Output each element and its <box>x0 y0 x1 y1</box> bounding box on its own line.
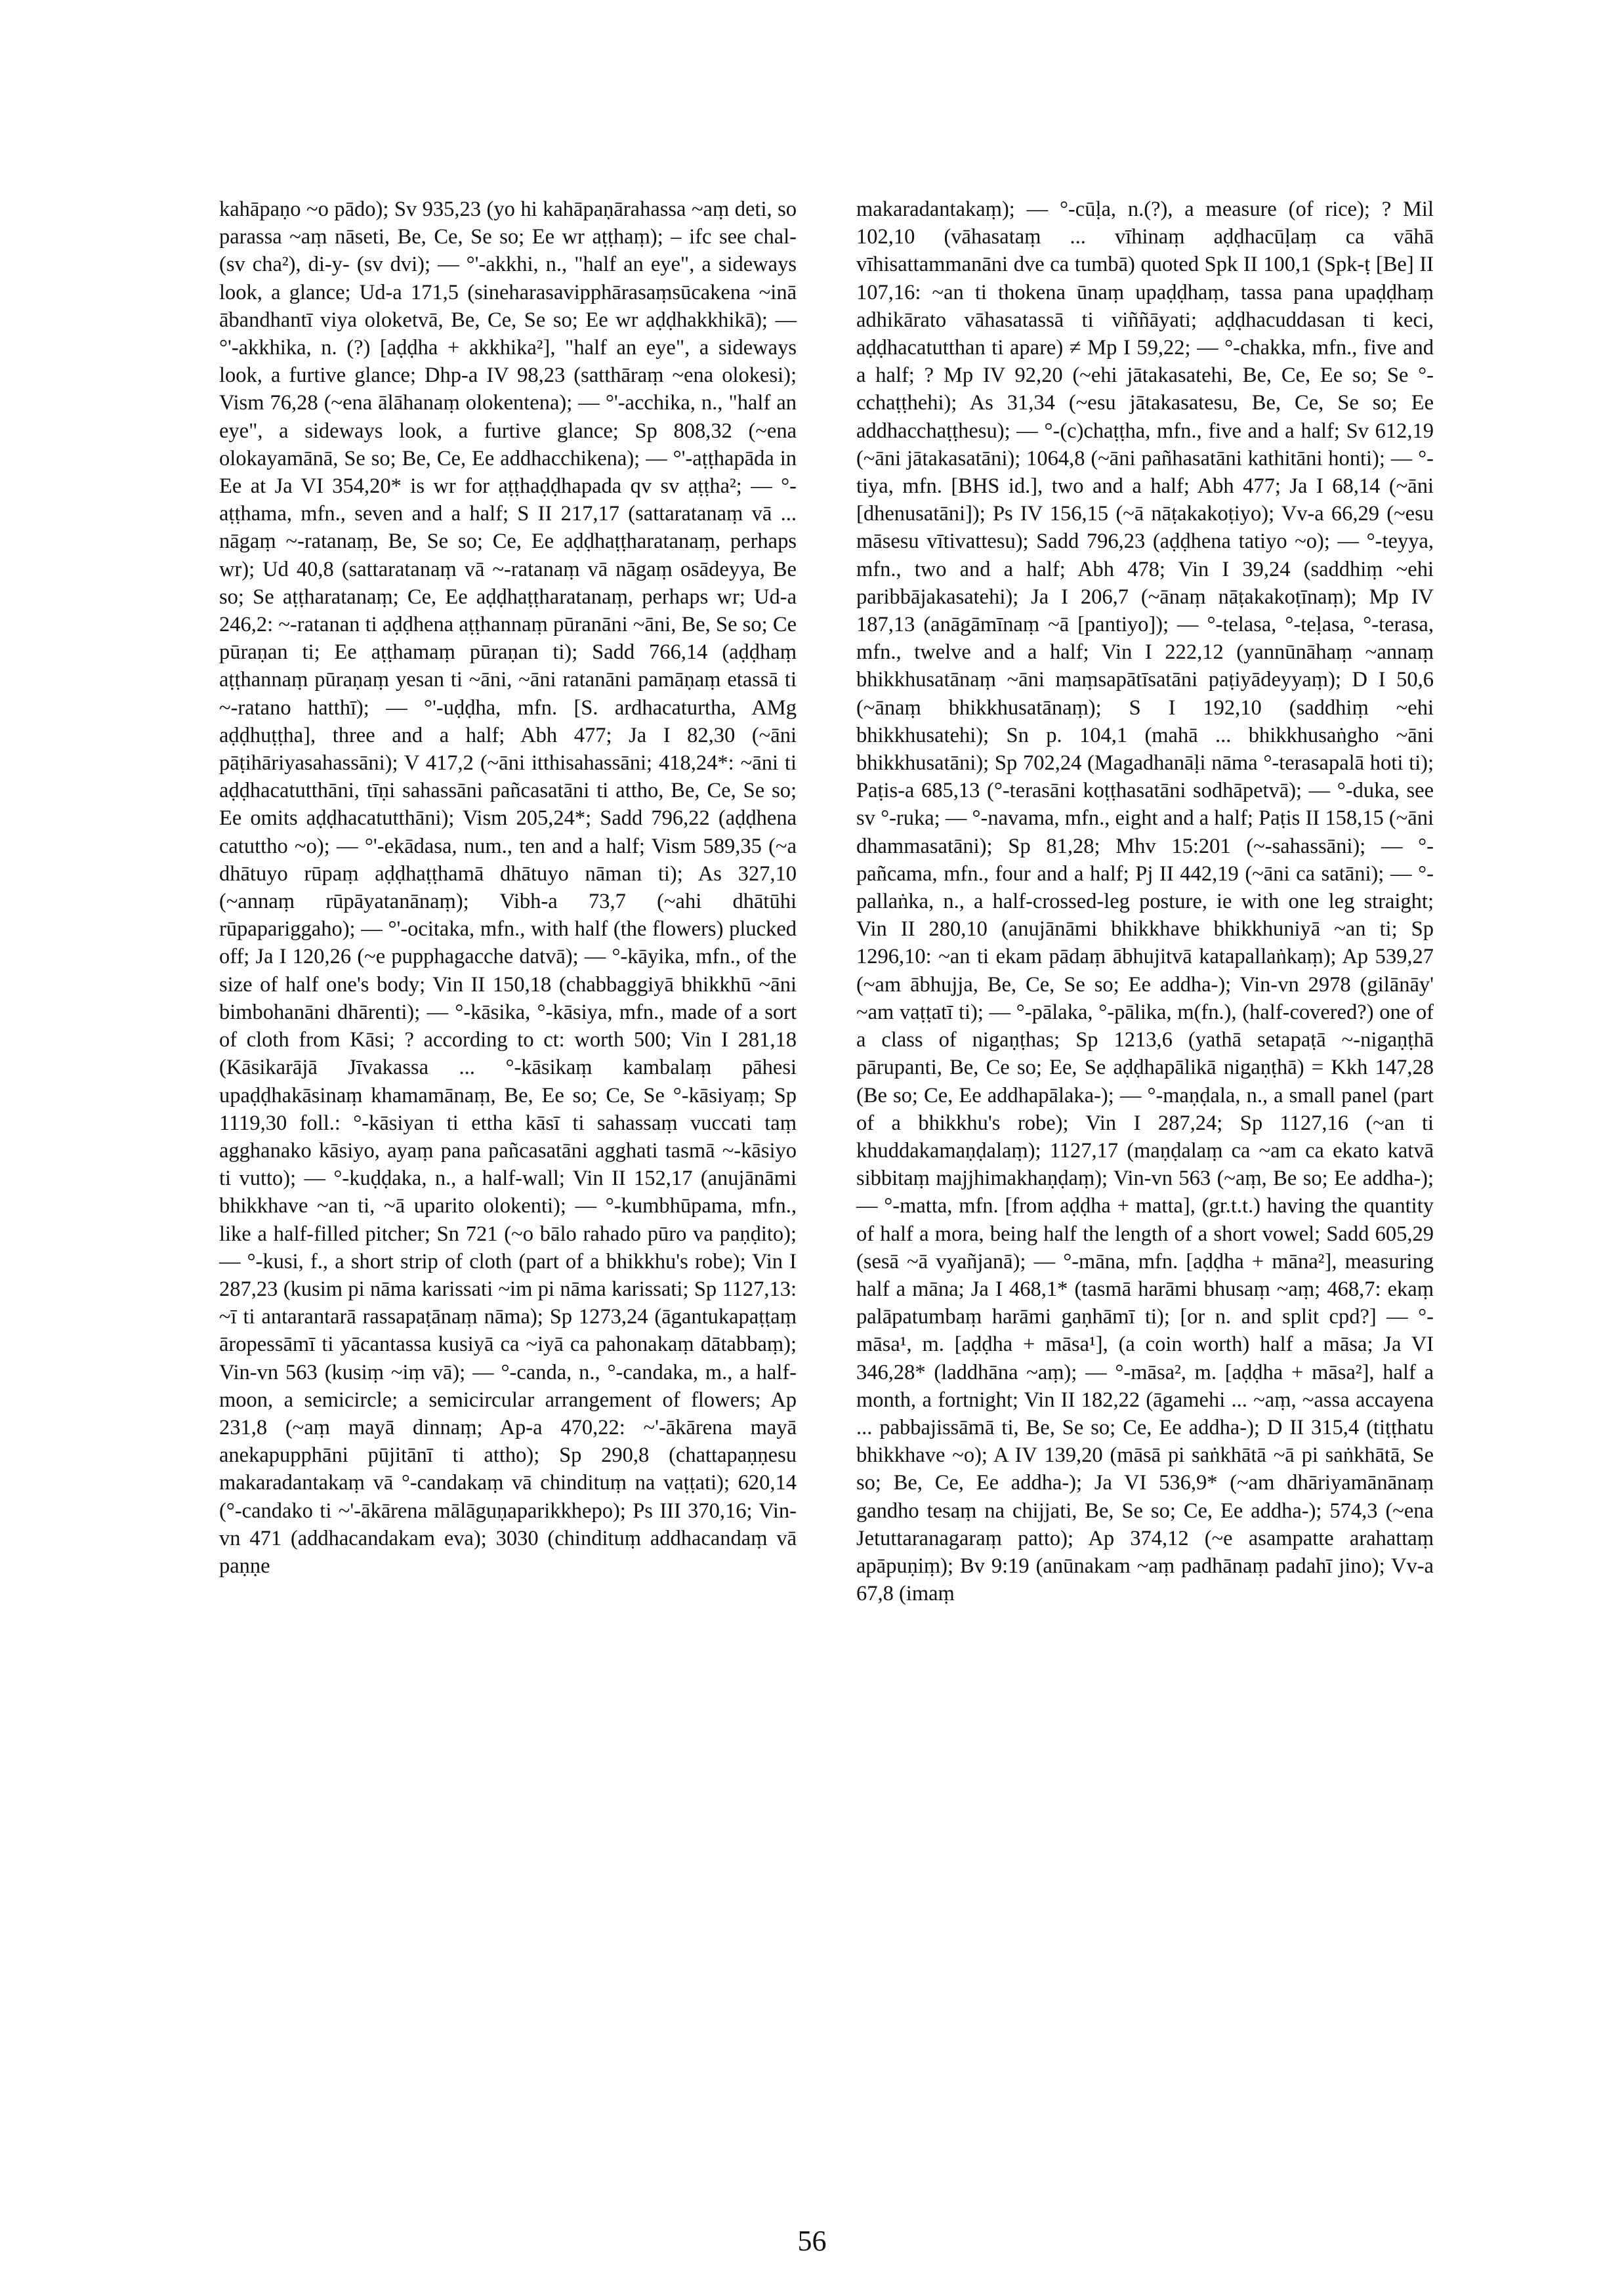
page-number: 56 <box>797 2225 827 2257</box>
left-column-text: kahāpaṇo ~o pādo); Sv 935,23 (yo hi kahāpaṇārahassa ~aṃ deti, so parassa ~aṃ nāseti, Be, Ce, Se so; Ee wr aṭṭhaṃ); – ifc see chal- (sv cha²), di-y- (sv dvi); — °'-akkhi, n., "half an eye", a sideways look, a glance; Ud-a 171,5 (sineharasavipphārasaṃsūcakena ~inā ābandhantī viya oloketvā, Be, Ce, Se so; Ee wr aḍḍhakkhikā); — °'-akkhika, n. (?) [aḍḍha + akkhika²], "half an eye", a sideways look, a furtive glance; Dhp-a IV 98,23 (satthāraṃ ~ena olokesi); Vism 76,28 (~ena ālāhanaṃ olokentena); — °'-acchika, n., "half an eye", a sideways look, a furtive glance; Sp 808,32 (~ena olokayamānā, Se so; Be, Ce, Ee addhacchikena); — °'-aṭṭhapāda in Ee at Ja VI 354,20* is wr for aṭṭhaḍḍhapada qv sv aṭṭha²; — °-aṭṭhama, mfn., seven and a half; S II 217,17 (sattaratanaṃ vā ... nāgaṃ ~-ratanaṃ, Be, Se so; Ce, Ee aḍḍhaṭṭharatanaṃ, perhaps wr); Ud 40,8 (sattaratanaṃ vā ~-ratanaṃ vā nāgaṃ osādeyya, Be so; Se aṭṭharatanaṃ; Ce, Ee aḍḍhaṭṭharatanaṃ, perhaps wr; Ud-a 246,2: ~-ratanan ti aḍḍhena aṭṭhannaṃ pūranāni ~āni, Be, Se so; Ce pūraṇan ti; Ee aṭṭhamaṃ pūraṇan ti); Sadd 766,14 (aḍḍhaṃ aṭṭhannaṃ pūraṇaṃ yesan ti ~āni, ~āni ratanāni pamāṇaṃ etassā ti ~-ratano hatthī); — °'-uḍḍha, mfn. [S. ardhacaturtha, AMg aḍḍhuṭṭha], three and a half; Abh 477; Ja I 82,30 (~āni pāṭihāriyasahassāni); V 417,2 (~āni itthisahassāni; 418,24*: ~āni ti aḍḍhacatutthāni, tīṇi sahassāni pañcasatāni ti attho, Be, Ce, Se so; Ee omits aḍḍhacatutthāni); Vism 205,24*; Sadd 796,22 (aḍḍhena catuttho ~o); — °'-ekādasa, num., ten and a half; Vism 589,35 (~a dhātuyo rūpaṃ aḍḍhaṭṭhamā dhātuyo nāman ti); As 327,10 (~annaṃ rūpāyatanānaṃ); Vibh-a 73,7 (~ahi dhātūhi rūpapariggaho); — °'-ocitaka, mfn., with half (the flowers) plucked off; Ja I 120,26 (~e pupphagacche datvā); — °-kāyika, mfn., of the size of half one's body; Vin II 150,18 (chabbaggiyā bhikkhū ~āni bimbohanāni dhārenti); — °-kāsika, °-kāsiya, mfn., made of a sort of cloth from Kāsi; ? according to ct: worth 500; Vin I 281,18 (Kāsikarājā Jīvakassa ... °-kāsikaṃ kambalaṃ pāhesi upaḍḍhakāsinaṃ khamamānaṃ, Be, Ee so; Ce, Se °-kāsiyaṃ; Sp 1119,30 foll.: °-kāsiyan ti ettha kāsī ti sahassaṃ vuccati taṃ agghanako kāsiyo, ayaṃ pana pañcasatāni agghati tasmā ~-kāsiyo ti vutto); — °-kuḍḍaka, n., a half-wall; Vin II 152,17 (anujānāmi bhikkhave ~an ti, ~ā uparito olokenti); — °-kumbhūpama, mfn., like a half-filled pitcher; Sn 721 (~o bālo rahado pūro va paṇḍito); — °-kusi, f., a short strip of cloth (part of a bhikkhu's robe); Vin I 287,23 (kusim pi nāma karissati ~im pi nāma karissati; Sp 1127,13: ~ī ti antarantarā rassapaṭānaṃ nāma); Sp 1273,24 (āgantukapaṭṭaṃ āropessāmī ti yācantassa kusiyā ca ~iyā ca pahonakaṃ dātabbaṃ); Vin-vn 563 (kusiṃ ~iṃ vā); — °-canda, n., °-candaka, m., a half-moon, a semicircle; a semicircular arrangement of flowers; Ap 231,8 (~aṃ mayā dinnaṃ; Ap-a 470,22: ~'-ākārena mayā anekapupphāni pūjitānī ti attho); Sp 290,8 (chattapaṇṇesu makaradantakaṃ vā °-candakaṃ vā chindituṃ na vaṭṭati); 620,14 (°-candako ti ~'-ākārena mālāguṇaparikkhepo); Ps III 370,16; Vin-vn 471 (addhacandakam eva); 3030 (chindituṃ addhacandaṃ vā paṇṇe <box>219 197 797 1578</box>
right-column-text: makaradantakaṃ); — °-cūḷa, n.(?), a measure (of rice); ? Mil 102,10 (vāhasataṃ ... vīhinaṃ aḍḍhacūḷaṃ ca vāhā vīhisattammanāni dve ca tumbā) quoted Spk II 100,1 (Spk-ṭ [Be] II 107,16: ~an ti thokena ūnaṃ upaḍḍhaṃ, tassa pana upaḍḍhaṃ adhikārato vāhasatassā ti viññāyati; aḍḍhacuddasan ti keci, aḍḍhacatutthan ti apare) ≠ Mp I 59,22; — °-chakka, mfn., five and a half; ? Mp IV 92,20 (~ehi jātakasatehi, Be, Ce, Ee so; Se °-cchaṭṭhehi); As 31,34 (~esu jātakasatesu, Be, Ce, Se so; Ee addhacchaṭṭhesu); — °-(c)chaṭṭha, mfn., five and a half; Sv 612,19 (~āni jātakasatāni); 1064,8 (~āni pañhasatāni kathitāni honti); — °-tiya, mfn. [BHS id.], two and a half; Abh 477; Ja I 68,14 (~āni [dhenusatāni]); Ps IV 156,15 (~ā nāṭakakoṭiyo); Vv-a 66,29 (~esu māsesu vītivattesu); Sadd 796,23 (aḍḍhena tatiyo ~o); — °-teyya, mfn., two and a half; Abh 478; Vin I 39,24 (saddhiṃ ~ehi paribbājakasatehi); Ja I 206,7 (~ānaṃ nāṭakakoṭīnaṃ); Mp IV 187,13 (anāgāmīnaṃ ~ā [pantiyo]); — °-telasa, °-teḷasa, °-terasa, mfn., twelve and a half; Vin I 222,12 (yannūnāhaṃ ~annaṃ bhikkhusatānaṃ ~āni maṃsapātīsatāni paṭiyādeyyaṃ); D I 50,6 (~ānaṃ bhikkhusatānaṃ); S I 192,10 (saddhiṃ ~ehi bhikkhusatehi); Sn p. 104,1 (mahā ... bhikkhusaṅgho ~āni bhikkhusatāni); Sp 702,24 (Magadhanāḷi nāma °-terasapalā hoti ti); Paṭis-a 685,13 (°-terasāni koṭṭhasatāni sodhāpetvā); — °-duka, see sv °-ruka; — °-navama, mfn., eight and a half; Paṭis II 158,15 (~āni dhammasatāni); Sp 81,28; Mhv 15:201 (~-sahassāni); — °-pañcama, mfn., four and a half; Pj II 442,19 (~āni ca satāni); — °-pallaṅka, n., a half-crossed-leg posture, ie with one leg straight; Vin II 280,10 (anujānāmi bhikkhave bhikkhuniyā ~an ti; Sp 1296,10: ~an ti ekam pādaṃ ābhujitvā katapallaṅkaṃ); Ap 539,27 (~am ābhujja, Be, Ce, Se so; Ee addha-); Vin-vn 2978 (gilānāy' ~am vaṭṭatī ti); — °-pālaka, °-pālika, m(fn.), (half-covered?) one of a class of nigaṇṭhas; Sp 1213,6 (yathā setapaṭā ~-nigaṇṭhā pārupanti, Be, Ce so; Ee, Se aḍḍhapālikā nigaṇṭhā) = Kkh 147,28 (Be so; Ce, Ee addhapālaka-); — °-maṇḍala, n., a small panel (part of a bhikkhu's robe); Vin I 287,24; Sp 1127,16 (~an ti khuddakamaṇḍalaṃ); 1127,17 (maṇḍalaṃ ca ~am ca ekato katvā sibbitaṃ majjhimakhaṇḍaṃ); Vin-vn 563 (~aṃ, Be so; Ee addha-); — °-matta, mfn. [from aḍḍha + matta], (gr.t.t.) having the quantity of half a mora, being half the length of a short vowel; Sadd 605,29 (sesā ~ā vyañjanā); — °-māna, mfn. [aḍḍha + māna²], measuring half a māna; Ja I 468,1* (tasmā harāmi bhusaṃ ~aṃ; 468,7: ekaṃ palāpatumbaṃ harāmi gaṇhāmī ti); [or n. and split cpd?] — °-māsa¹, m. [aḍḍha + māsa¹], (a coin worth) half a māsa; Ja VI 346,28* (laddhāna ~aṃ); — °-māsa², m. [aḍḍha + māsa²], half a month, a fortnight; Vin II 182,22 (āgamehi ... ~aṃ, ~assa accayena ... pabbajissāmā ti, Be, Se so; Ce, Ee addha-); D II 315,4 (tiṭṭhatu bhikkhave ~o); A IV 139,20 (māsā pi saṅkhātā ~ā pi saṅkhātā, Se so; Be, Ce, Ee addha-); Ja VI 536,9* (~am dhāriyamānānaṃ gandho tesaṃ na chijjati, Be, Se so; Ce, Ee addha-); 574,3 (~ena Jetuttaranagaraṃ patto); Ap 374,12 (~e asampatte arahattaṃ apāpuṇiṃ); Bv 9:19 (anūnakam ~aṃ padhānaṃ padahī jino); Vv-a 67,8 (imaṃ <box>856 197 1434 1606</box>
right-column <box>856 196 1434 1607</box>
left-column <box>219 196 797 1580</box>
